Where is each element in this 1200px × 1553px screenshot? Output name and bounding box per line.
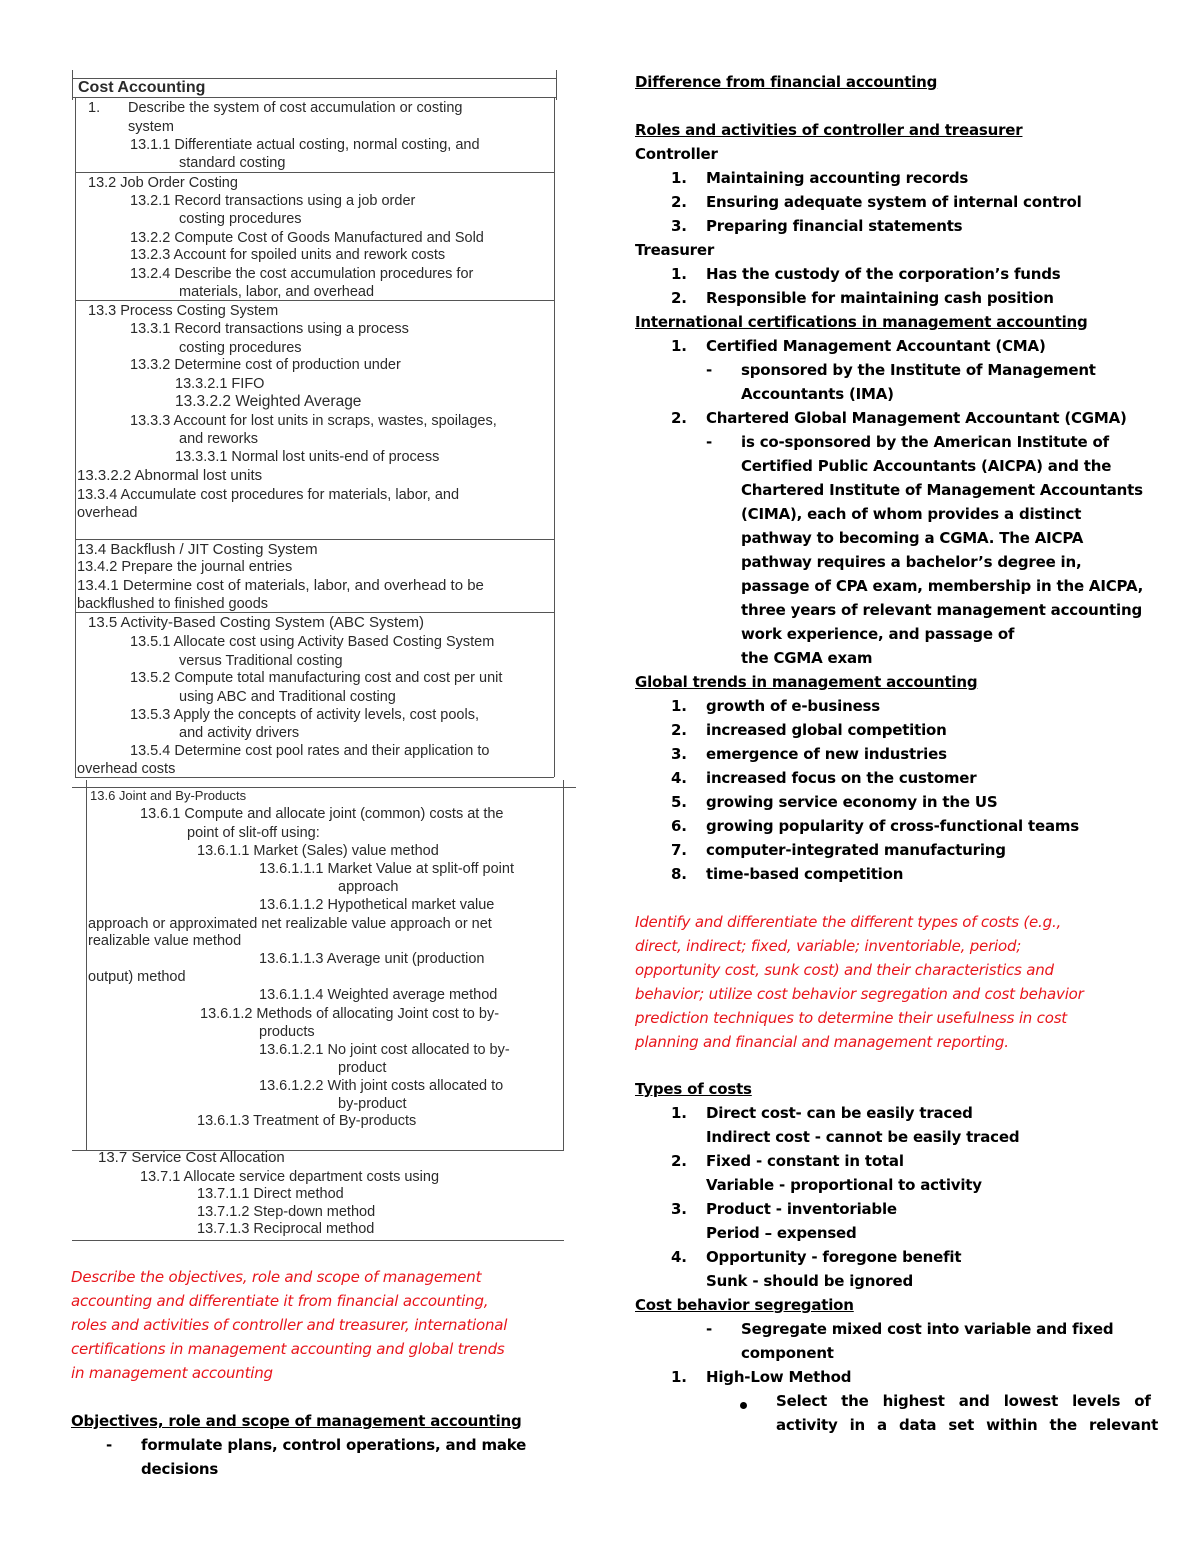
syllabus-line: point of slit-off using: [187, 825, 320, 841]
table-left-border-2 [86, 780, 87, 1150]
syllabus-line: 13.6.1.2.1 No joint cost allocated to by- [259, 1042, 510, 1058]
sub-item: Segregate mixed cost into variable and fixed [741, 1320, 1114, 1338]
syllabus-line: 13.2.1 Record transactions using a job order [130, 193, 416, 209]
syllabus-line: 13.5.2 Compute total manufacturing cost and cost per unit [130, 670, 503, 686]
dash-marker: - [706, 433, 713, 451]
syllabus-line: 13.6.1.2.2 With joint costs allocated to [259, 1078, 504, 1094]
sub-item: Select the highest and lowest levels of [776, 1392, 1151, 1410]
syllabus-line: 13.1.1 Differentiate actual costing, normal costing, and [130, 137, 480, 153]
list-number: 2. [671, 193, 687, 211]
trends-heading: Global trends in management accounting [635, 673, 978, 691]
list-item: Variable - proportional to activity [706, 1176, 982, 1194]
syllabus-line: 13.3 Process Costing System [88, 303, 279, 319]
list-item: growing popularity of cross-functional teams [706, 817, 1080, 835]
list-number: 2. [671, 409, 687, 427]
dash-marker: - [706, 1320, 713, 1338]
objective-line: accounting and differentiate it from financial accounting, [71, 1292, 489, 1310]
list-item: increased global competition [706, 721, 947, 739]
list-number: 1. [671, 169, 687, 187]
syllabus-line: 13.6.1.1.3 Average unit (production [259, 951, 485, 967]
list-item: Sunk - should be ignored [706, 1272, 914, 1290]
list-item: formulate plans, control operations, and make [141, 1436, 527, 1454]
syllabus-line: 13.2.2 Compute Cost of Goods Manufactured and Sold [130, 230, 484, 246]
list-item: increased focus on the customer [706, 769, 977, 787]
objective-line: behavior; utilize cost behavior segregation and cost behavior [635, 985, 1084, 1003]
list-number: 1. [671, 697, 687, 715]
list-number: 7. [671, 841, 687, 859]
list-item: Responsible for maintaining cash position [706, 289, 1054, 307]
list-item: computer-integrated manufacturing [706, 841, 1006, 859]
syllabus-line: 13.4 Backflush / JIT Costing System [77, 541, 318, 558]
list-number: 8. [671, 865, 687, 883]
syllabus-line: 13.2.3 Account for spoiled units and rework costs [130, 247, 446, 263]
syllabus-line: by-product [338, 1096, 407, 1112]
sub-item: Accountants (IMA) [741, 385, 894, 403]
cert-heading: International certifications in management accounting [635, 313, 1088, 331]
syllabus-line: 13.7 Service Cost Allocation [98, 1149, 285, 1166]
objective-line: prediction techniques to determine their usefulness in cost [635, 1009, 1067, 1027]
list-item: decisions [141, 1460, 219, 1478]
sub-item: passage of CPA exam, membership in the AICPA, [741, 577, 1144, 595]
objective-line: planning and financial and management reporting. [635, 1033, 1009, 1051]
syllabus-line: 13.2 Job Order Costing [88, 175, 238, 191]
types-heading: Types of costs [635, 1080, 752, 1098]
table-right-tick [556, 70, 557, 100]
objective-line: direct, indirect; fixed, variable; inventoriable, period; [635, 937, 1022, 955]
syllabus-line: 13.3.2.2 Abnormal lost units [77, 467, 263, 484]
syllabus-line: 13.6.1 Compute and allocate joint (common) costs at the [140, 806, 504, 822]
list-number: 4. [671, 1248, 687, 1266]
syllabus-line: 13.7.1.2 Step-down method [197, 1204, 376, 1220]
list-item: Preparing financial statements [706, 217, 963, 235]
sub-item: work experience, and passage of [741, 625, 1015, 643]
syllabus-line: 1. [88, 100, 101, 116]
list-number: 4. [671, 769, 687, 787]
list-item: Product - inventoriable [706, 1200, 897, 1218]
table-bottom-border [72, 1240, 564, 1241]
syllabus-line: 13.4.1 Determine cost of materials, labor, and overhead to be [77, 577, 484, 594]
syllabus-line: products [259, 1024, 315, 1040]
treasurer-label: Treasurer [635, 241, 715, 259]
syllabus-line: 13.6 Joint and By-Products [90, 788, 247, 803]
diff-heading: Difference from financial accounting [635, 73, 938, 91]
objective-line: roles and activities of controller and treasurer, international [71, 1316, 508, 1334]
syllabus-line: 13.5.1 Allocate cost using Activity Based Costing System [130, 634, 495, 650]
sub-item: pathway requires a bachelor’s degree in, [741, 553, 1082, 571]
table-left-border [75, 97, 76, 777]
syllabus-line: overhead [77, 505, 138, 521]
list-item: Maintaining accounting records [706, 169, 969, 187]
objective-line: opportunity cost, sunk cost) and their characteristics and [635, 961, 1054, 979]
syllabus-line: costing procedures [179, 340, 302, 356]
syllabus-line: 13.6.1.2 Methods of allocating Joint cost to by- [200, 1006, 500, 1022]
list-item: High-Low Method [706, 1368, 852, 1386]
list-number: 3. [671, 745, 687, 763]
syllabus-line: 13.3.3 Account for lost units in scraps, wastes, spoilages, [130, 413, 497, 429]
syllabus-line: materials, labor, and overhead [179, 284, 375, 300]
controller-label: Controller [635, 145, 718, 163]
syllabus-line: and activity drivers [179, 725, 300, 741]
sub-item: Chartered Institute of Management Accountants [741, 481, 1143, 499]
syllabus-line: standard costing [179, 155, 286, 171]
objective-line: certifications in management accounting and global trends [71, 1340, 505, 1358]
syllabus-line: 13.5.4 Determine cost pool rates and their application to [130, 743, 490, 759]
bullet-icon [740, 1396, 747, 1414]
roles-heading: Roles and activities of controller and treasurer [635, 121, 1023, 139]
sub-item: three years of relevant management accounting [741, 601, 1142, 619]
list-item: Chartered Global Management Accountant (CGMA) [706, 409, 1127, 427]
objective-line: in management accounting [71, 1364, 273, 1382]
syllabus-line: 13.7.1 Allocate service department costs using [140, 1169, 440, 1185]
section-heading: Objectives, role and scope of management accounting [71, 1412, 522, 1430]
list-item: Period – expensed [706, 1224, 857, 1242]
list-item: growth of e-business [706, 697, 881, 715]
syllabus-line: overhead costs [77, 761, 176, 777]
list-item: time-based competition [706, 865, 904, 883]
list-number: 1. [671, 265, 687, 283]
table-header-divider [72, 97, 556, 98]
syllabus-line: 13.7.1.1 Direct method [197, 1186, 344, 1202]
syllabus-line: 13.3.4 Accumulate cost procedures for materials, labor, and [77, 487, 460, 503]
syllabus-line: versus Traditional costing [179, 653, 343, 669]
syllabus-line: Describe the system of cost accumulation or costing [128, 100, 463, 116]
list-number: 2. [671, 289, 687, 307]
syllabus-line: 13.6.1.3 Treatment of By-products [197, 1113, 417, 1129]
syllabus-line: using ABC and Traditional costing [179, 689, 396, 705]
list-number: 3. [671, 1200, 687, 1218]
list-number: 6. [671, 817, 687, 835]
syllabus-line: 13.4.2 Prepare the journal entries [77, 559, 293, 575]
syllabus-line: realizable value method [88, 933, 242, 949]
syllabus-line: 13.3.2.1 FIFO [175, 376, 265, 392]
objective-line: Identify and differentiate the different types of costs (e.g., [635, 913, 1062, 931]
sub-item: sponsored by the Institute of Management [741, 361, 1096, 379]
list-number: 3. [671, 217, 687, 235]
list-item: Indirect cost - cannot be easily traced [706, 1128, 1020, 1146]
section-divider [75, 539, 554, 540]
list-number: 1. [671, 1368, 687, 1386]
syllabus-line: 13.6.1.1.2 Hypothetical market value [259, 897, 495, 913]
section-divider [75, 172, 554, 173]
list-item: Certified Management Accountant (CMA) [706, 337, 1046, 355]
syllabus-line: 13.7.1.3 Reciprocal method [197, 1221, 375, 1237]
sub-item: is co-sponsored by the American Institute of [741, 433, 1109, 451]
syllabus-line: 13.3.2 Determine cost of production under [130, 357, 401, 373]
table-left-tick [72, 70, 73, 100]
list-number: 2. [671, 721, 687, 739]
syllabus-line: 13.3.1 Record transactions using a process [130, 321, 409, 337]
objective-line: Describe the objectives, role and scope of management [71, 1268, 482, 1286]
dash-marker: - [106, 1436, 113, 1454]
list-item: Fixed - constant in total [706, 1152, 904, 1170]
syllabus-line: 13.3.3.1 Normal lost units-end of process [175, 449, 440, 465]
behavior-heading: Cost behavior segregation [635, 1296, 854, 1314]
sub-item: (CIMA), each of whom provides a distinct [741, 505, 1082, 523]
sub-item: the CGMA exam [741, 649, 873, 667]
syllabus-line: 13.5.3 Apply the concepts of activity levels, cost pools, [130, 707, 479, 723]
syllabus-title: Cost Accounting [78, 79, 206, 96]
syllabus-line: 13.6.1.1 Market (Sales) value method [197, 843, 439, 859]
list-item: Has the custody of the corporation’s funds [706, 265, 1061, 283]
table-right-border-2 [563, 780, 564, 1150]
syllabus-line: costing procedures [179, 211, 302, 227]
syllabus-line: and reworks [179, 431, 258, 447]
list-item: Opportunity - foregone benefit [706, 1248, 962, 1266]
list-item: growing service economy in the US [706, 793, 998, 811]
sub-item: component [741, 1344, 834, 1362]
list-item: Ensuring adequate system of internal control [706, 193, 1082, 211]
sub-item: pathway to becoming a CGMA. The AICPA [741, 529, 1084, 547]
table-right-border [554, 97, 555, 777]
dash-marker: - [706, 361, 713, 379]
syllabus-line: 13.6.1.1.4 Weighted average method [259, 987, 498, 1003]
list-number: 2. [671, 1152, 687, 1170]
list-number: 1. [671, 1104, 687, 1122]
list-number: 1. [671, 337, 687, 355]
syllabus-line: 13.6.1.1.1 Market Value at split-off point [259, 861, 514, 877]
syllabus-line: 13.5 Activity-Based Costing System (ABC System) [88, 614, 424, 631]
syllabus-line: product [338, 1060, 387, 1076]
syllabus-line: 13.2.4 Describe the cost accumulation procedures for [130, 266, 474, 282]
syllabus-line: 13.3.2.2 Weighted Average [175, 393, 362, 410]
syllabus-line: approach or approximated net realizable value approach or net [88, 916, 492, 932]
syllabus-line: backflushed to finished goods [77, 596, 269, 612]
list-item: Direct cost- can be easily traced [706, 1104, 973, 1122]
syllabus-line: system [128, 119, 174, 135]
syllabus-line: approach [338, 879, 399, 895]
sub-item: Certified Public Accountants (AICPA) and the [741, 457, 1112, 475]
sub-item: activity in a data set within the relevant [776, 1416, 1159, 1434]
syllabus-line: output) method [88, 969, 186, 985]
list-item: emergence of new industries [706, 745, 947, 763]
list-number: 5. [671, 793, 687, 811]
